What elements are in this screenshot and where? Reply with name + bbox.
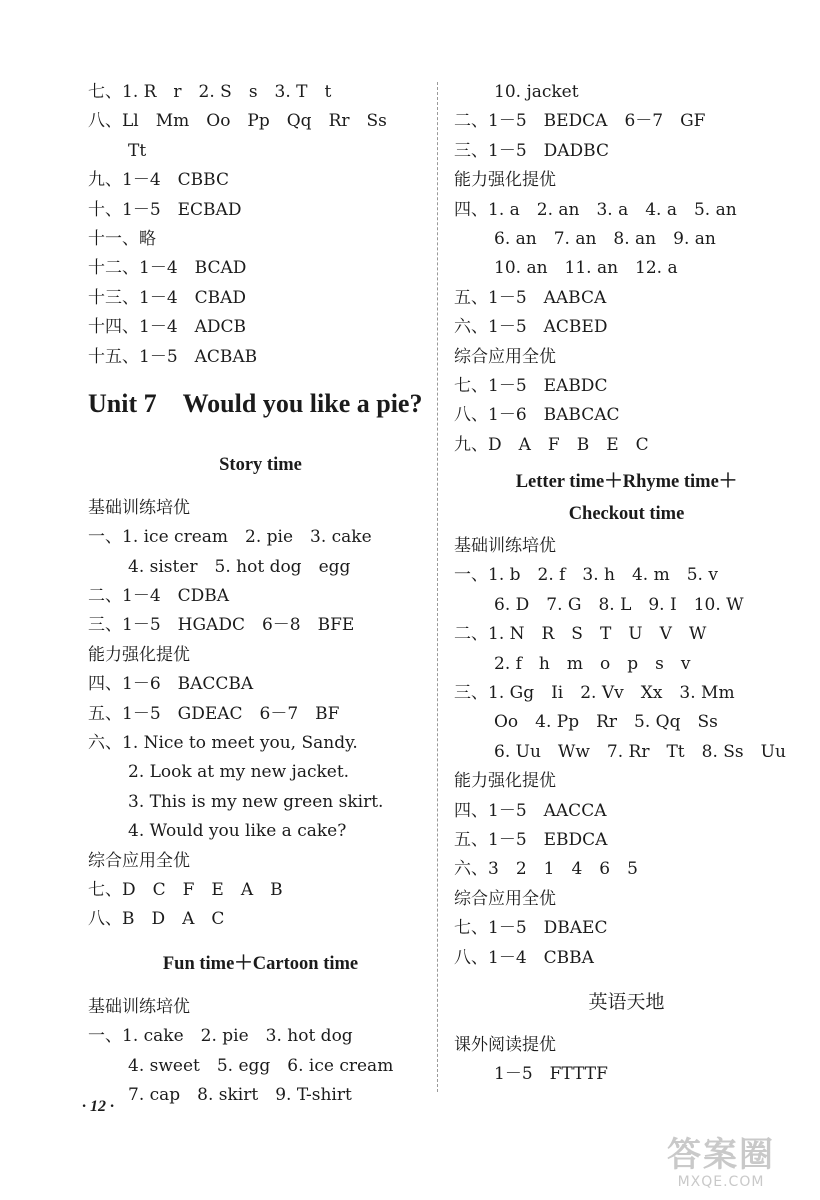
section-title: 英语天地 xyxy=(588,990,665,1013)
answer-line: 十三、1－4 CBAD xyxy=(88,287,247,308)
answer-line: 三、1. Gg Ii 2. Vv Xx 3. Mm xyxy=(454,683,735,704)
answer-line: 一、1. cake 2. pie 3. hot dog xyxy=(88,1026,353,1047)
page-number: · 12 · xyxy=(82,1098,114,1115)
answer-line: 10. jacket xyxy=(494,82,579,102)
answer-line: 七、1－5 DBAEC xyxy=(454,918,608,939)
answer-line: 六、1－5 ACBED xyxy=(454,317,608,338)
answer-line: 五、1－5 AABCA xyxy=(454,287,607,308)
section-heading: 基础训练培优 xyxy=(454,536,556,557)
answer-line: 二、1. N R S T U V W xyxy=(454,624,707,645)
section-heading: 能力强化提优 xyxy=(88,644,190,665)
section-heading: 能力强化提优 xyxy=(454,771,556,792)
answer-line: 7. cap 8. skirt 9. T-shirt xyxy=(128,1084,352,1105)
answer-line: 八、Ll Mm Oo Pp Qq Rr Ss xyxy=(88,111,387,132)
answer-line: 6. Uu Ww 7. Rr Tt 8. Ss Uu xyxy=(494,741,786,762)
answer-line: 八、1－6 BABCAC xyxy=(454,405,620,426)
answer-line: 二、1－4 CDBA xyxy=(88,586,230,607)
answer-line: 3. This is my new green skirt. xyxy=(128,791,384,812)
section-heading: 综合应用全优 xyxy=(454,346,556,367)
watermark-logo xyxy=(636,1136,806,1192)
answer-line: 1－5 FTTTF xyxy=(494,1064,608,1085)
answer-line: 十二、1－4 BCAD xyxy=(88,258,247,279)
answer-line: 七、1－5 EABDC xyxy=(454,375,608,396)
section-heading: 课外阅读提优 xyxy=(454,1034,556,1055)
answer-line: 六、1. Nice to meet you, Sandy. xyxy=(88,733,358,754)
answer-line: 一、1. ice cream 2. pie 3. cake xyxy=(88,527,372,548)
answer-line: 4. sister 5. hot dog egg xyxy=(128,556,351,577)
section-heading: 综合应用全优 xyxy=(88,850,190,871)
answer-line: 七、1. R r 2. S s 3. T t xyxy=(88,82,332,102)
answer-line: 二、1－5 BEDCA 6－7 GF xyxy=(454,111,706,132)
answer-line: 十一、略 xyxy=(88,228,156,249)
answer-line: 八、B D A C xyxy=(88,909,225,930)
answer-line: 6. an 7. an 8. an 9. an xyxy=(494,228,716,249)
answer-line: 七、D C F E A B xyxy=(88,879,283,900)
answer-line: 10. an 11. an 12. a xyxy=(494,258,678,279)
answer-line: 十五、1－5 ACBAB xyxy=(88,346,258,367)
answer-line: 十四、1－4 ADCB xyxy=(88,317,247,338)
answer-line: 2. f h m o p s v xyxy=(494,653,691,674)
answer-line: 五、1－5 EBDCA xyxy=(454,829,608,850)
column-divider xyxy=(437,82,438,1092)
section-heading: 综合应用全优 xyxy=(454,888,556,909)
section-title xyxy=(454,460,799,532)
section-title: Fun time＋Cartoon time xyxy=(162,953,359,974)
answer-line: 6. D 7. G 8. L 9. I 10. W xyxy=(494,594,744,615)
answer-line: 2. Look at my new jacket. xyxy=(128,762,350,783)
answer-line: 五、1－5 GDEAC 6－7 BF xyxy=(88,703,340,724)
answer-line: 十、1－5 ECBAD xyxy=(88,199,242,220)
right-column xyxy=(454,78,799,1090)
left-column xyxy=(88,78,433,1110)
answer-line: 4. sweet 5. egg 6. ice cream xyxy=(128,1055,394,1076)
section-title: Story time xyxy=(219,454,302,475)
answer-line: 三、1－5 DADBC xyxy=(454,140,609,161)
answer-line: 四、1－5 AACCA xyxy=(454,800,607,821)
section-title-line: Letter time＋Rhyme time＋ xyxy=(515,472,738,493)
answer-line: Oo 4. Pp Rr 5. Qq Ss xyxy=(494,712,718,733)
section-heading: 基础训练培优 xyxy=(88,497,190,518)
watermark-main: 答案圈 xyxy=(667,1135,775,1175)
answer-line: Tt xyxy=(128,140,147,161)
section-title-line: Checkout time xyxy=(568,504,685,525)
answer-line: 一、1. b 2. f 3. h 4. m 5. v xyxy=(454,565,718,586)
answer-line: 4. Would you like a cake? xyxy=(128,821,347,842)
answer-line: 六、3 2 1 4 6 5 xyxy=(454,859,638,880)
watermark-sub: MXQE.COM xyxy=(677,1174,765,1190)
answer-line: 三、1－5 HGADC 6－8 BFE xyxy=(88,615,355,636)
answer-line: 四、1. a 2. an 3. a 4. a 5. an xyxy=(454,199,737,220)
answer-line: 九、D A F B E C xyxy=(454,434,649,455)
answer-line: 八、1－4 CBBA xyxy=(454,947,594,968)
section-heading: 基础训练培优 xyxy=(88,996,190,1017)
answer-line: 四、1－6 BACCBA xyxy=(88,674,254,695)
section-heading: 能力强化提优 xyxy=(454,170,556,191)
unit-title: Unit 7 Would you like a pie? xyxy=(88,388,423,418)
answer-line: 九、1－4 CBBC xyxy=(88,170,229,191)
